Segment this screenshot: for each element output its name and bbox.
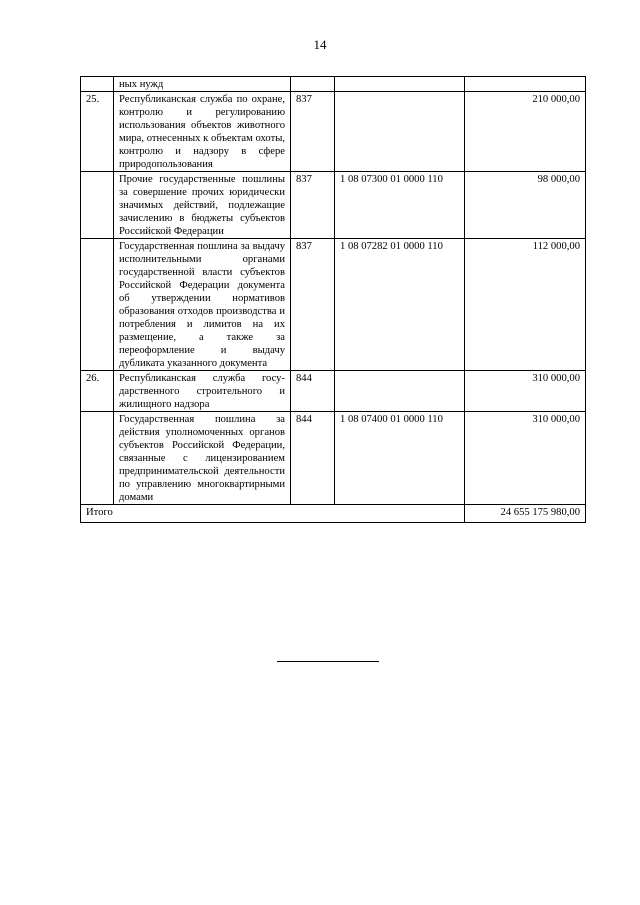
row-name: Прочие государственные пошлины за совершение прочих юридически значимых действий, подлежащие зачислению в бюджеты субъектов Российской Федерации	[114, 172, 291, 239]
row-amount: 112 000,00	[465, 239, 586, 371]
row-amount: 310 000,00	[465, 412, 586, 505]
row-admin-code: 844	[291, 371, 335, 412]
row-number: 26.	[81, 371, 114, 412]
row-number	[81, 172, 114, 239]
row-kbk-code	[335, 77, 465, 92]
total-row	[81, 505, 586, 523]
row-admin-code: 837	[291, 172, 335, 239]
row-amount	[465, 77, 586, 92]
revenue-table	[80, 76, 586, 523]
table-row	[81, 239, 586, 371]
table-row	[81, 172, 586, 239]
table-row	[81, 412, 586, 505]
row-name: Государственная пошлина за выдачу исполнительными органами государственной власти субъектов Российской Федерации документа об утверждении нормативов образования отходов производства и потребления и лимитов на их размещение, а также за переоформление и выдачу дубликата указанного документа	[114, 239, 291, 371]
row-kbk-code	[335, 371, 465, 412]
row-admin-code: 837	[291, 239, 335, 371]
table-row	[81, 92, 586, 172]
row-number: 25.	[81, 92, 114, 172]
table-row	[81, 371, 586, 412]
row-amount: 210 000,00	[465, 92, 586, 172]
row-number	[81, 239, 114, 371]
row-kbk-code: 1 08 07400 01 0000 110	[335, 412, 465, 505]
row-number	[81, 77, 114, 92]
row-number	[81, 412, 114, 505]
row-name: Государственная пошлина за действия уполномоченных органов субъектов Российской Федерации, связанные с лицензированием предпринимательской деятельности по управлению многоквартирными домами	[114, 412, 291, 505]
total-label: Итого	[81, 505, 465, 523]
row-kbk-code: 1 08 07282 01 0000 110	[335, 239, 465, 371]
row-name: Республиканская служба по охране, контролю и регулированию использования объектов животного мира, отнесенных к объектам охоты, контролю и надзору в сфере природопользования	[114, 92, 291, 172]
row-name: Республиканская служба государственного строительного и жилищного надзора	[114, 371, 291, 412]
table-row	[81, 77, 586, 92]
row-kbk-code: 1 08 07300 01 0000 110	[335, 172, 465, 239]
row-admin-code: 844	[291, 412, 335, 505]
total-amount: 24 655 175 980,00	[465, 505, 586, 523]
row-admin-code: 837	[291, 92, 335, 172]
closing-divider-line	[277, 661, 379, 662]
page-number: 14	[313, 37, 327, 52]
row-amount: 98 000,00	[465, 172, 586, 239]
row-kbk-code	[335, 92, 465, 172]
row-name: ных нужд	[114, 77, 291, 92]
row-admin-code	[291, 77, 335, 92]
row-amount: 310 000,00	[465, 371, 586, 412]
